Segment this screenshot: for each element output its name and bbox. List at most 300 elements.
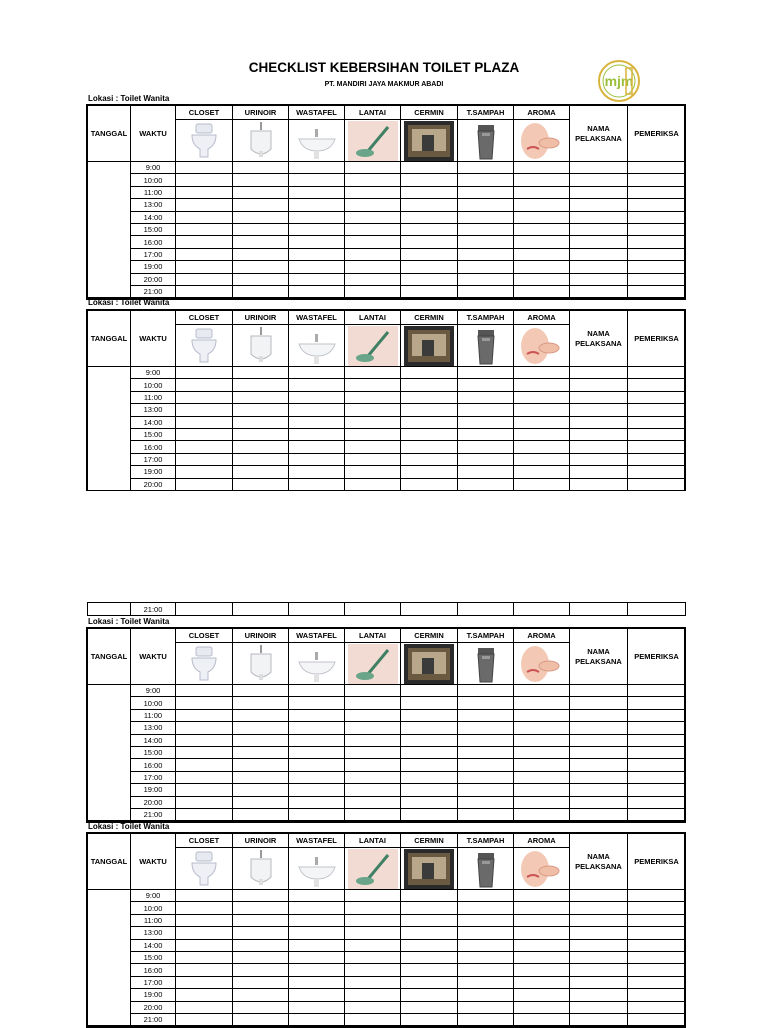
check-cell[interactable]	[233, 466, 289, 478]
check-cell[interactable]	[401, 697, 458, 709]
check-cell[interactable]	[176, 248, 233, 260]
check-cell[interactable]	[628, 248, 686, 260]
check-cell[interactable]	[345, 759, 401, 771]
check-cell[interactable]	[176, 976, 233, 988]
check-cell[interactable]	[289, 709, 345, 721]
check-cell[interactable]	[458, 285, 514, 297]
check-cell[interactable]	[401, 902, 458, 914]
check-cell[interactable]	[233, 248, 289, 260]
check-cell[interactable]	[458, 709, 514, 721]
check-cell[interactable]	[628, 722, 686, 734]
check-cell[interactable]	[458, 162, 514, 174]
check-cell[interactable]	[628, 759, 686, 771]
check-cell[interactable]	[289, 416, 345, 428]
check-cell[interactable]	[458, 273, 514, 285]
check-cell[interactable]	[514, 722, 570, 734]
check-cell[interactable]	[458, 453, 514, 465]
check-cell[interactable]	[233, 478, 289, 490]
check-cell[interactable]	[233, 391, 289, 403]
check-cell[interactable]	[233, 939, 289, 951]
check-cell[interactable]	[176, 902, 233, 914]
check-cell[interactable]	[458, 890, 514, 902]
check-cell[interactable]	[514, 914, 570, 926]
check-cell[interactable]	[514, 927, 570, 939]
check-cell[interactable]	[458, 964, 514, 976]
check-cell[interactable]	[401, 199, 458, 211]
check-cell[interactable]	[345, 989, 401, 1001]
check-cell[interactable]	[345, 379, 401, 391]
check-cell[interactable]	[401, 1001, 458, 1013]
check-cell[interactable]	[401, 734, 458, 746]
check-cell[interactable]	[570, 697, 628, 709]
check-cell[interactable]	[628, 927, 686, 939]
check-cell[interactable]	[570, 927, 628, 939]
check-cell[interactable]	[401, 186, 458, 198]
check-cell[interactable]	[176, 771, 233, 783]
check-cell[interactable]	[345, 404, 401, 416]
check-cell[interactable]	[514, 734, 570, 746]
check-cell[interactable]	[514, 211, 570, 223]
check-cell[interactable]	[458, 976, 514, 988]
check-cell[interactable]	[401, 989, 458, 1001]
check-cell[interactable]	[233, 685, 289, 697]
tanggal-cell[interactable]	[88, 367, 131, 491]
check-cell[interactable]	[401, 285, 458, 297]
check-cell[interactable]	[628, 186, 686, 198]
check-cell[interactable]	[345, 939, 401, 951]
check-cell[interactable]	[176, 478, 233, 490]
check-cell[interactable]	[289, 466, 345, 478]
check-cell[interactable]	[233, 603, 289, 616]
check-cell[interactable]	[345, 685, 401, 697]
check-cell[interactable]	[345, 186, 401, 198]
check-cell[interactable]	[514, 416, 570, 428]
check-cell[interactable]	[514, 379, 570, 391]
check-cell[interactable]	[401, 453, 458, 465]
check-cell[interactable]	[176, 939, 233, 951]
check-cell[interactable]	[345, 890, 401, 902]
check-cell[interactable]	[628, 174, 686, 186]
check-cell[interactable]	[458, 784, 514, 796]
check-cell[interactable]	[570, 914, 628, 926]
check-cell[interactable]	[570, 261, 628, 273]
check-cell[interactable]	[570, 367, 628, 379]
check-cell[interactable]	[345, 162, 401, 174]
check-cell[interactable]	[628, 404, 686, 416]
check-cell[interactable]	[570, 939, 628, 951]
check-cell[interactable]	[514, 697, 570, 709]
check-cell[interactable]	[233, 771, 289, 783]
check-cell[interactable]	[176, 722, 233, 734]
check-cell[interactable]	[345, 771, 401, 783]
check-cell[interactable]	[289, 890, 345, 902]
check-cell[interactable]	[570, 236, 628, 248]
check-cell[interactable]	[176, 808, 233, 820]
check-cell[interactable]	[570, 902, 628, 914]
check-cell[interactable]	[289, 685, 345, 697]
check-cell[interactable]	[176, 709, 233, 721]
check-cell[interactable]	[514, 453, 570, 465]
check-cell[interactable]	[289, 697, 345, 709]
check-cell[interactable]	[233, 211, 289, 223]
check-cell[interactable]	[570, 441, 628, 453]
check-cell[interactable]	[458, 261, 514, 273]
check-cell[interactable]	[628, 391, 686, 403]
check-cell[interactable]	[289, 722, 345, 734]
check-cell[interactable]	[176, 416, 233, 428]
check-cell[interactable]	[176, 927, 233, 939]
check-cell[interactable]	[401, 248, 458, 260]
check-cell[interactable]	[514, 236, 570, 248]
check-cell[interactable]	[628, 771, 686, 783]
check-cell[interactable]	[233, 759, 289, 771]
check-cell[interactable]	[345, 796, 401, 808]
check-cell[interactable]	[628, 976, 686, 988]
check-cell[interactable]	[289, 902, 345, 914]
check-cell[interactable]	[289, 379, 345, 391]
check-cell[interactable]	[628, 914, 686, 926]
check-cell[interactable]	[176, 914, 233, 926]
check-cell[interactable]	[570, 685, 628, 697]
check-cell[interactable]	[345, 223, 401, 235]
check-cell[interactable]	[514, 404, 570, 416]
check-cell[interactable]	[514, 939, 570, 951]
check-cell[interactable]	[570, 709, 628, 721]
check-cell[interactable]	[233, 709, 289, 721]
check-cell[interactable]	[458, 174, 514, 186]
check-cell[interactable]	[458, 236, 514, 248]
check-cell[interactable]	[570, 478, 628, 490]
check-cell[interactable]	[233, 1001, 289, 1013]
check-cell[interactable]	[289, 162, 345, 174]
check-cell[interactable]	[570, 453, 628, 465]
check-cell[interactable]	[628, 199, 686, 211]
check-cell[interactable]	[289, 174, 345, 186]
check-cell[interactable]	[289, 964, 345, 976]
check-cell[interactable]	[401, 466, 458, 478]
check-cell[interactable]	[570, 1001, 628, 1013]
check-cell[interactable]	[233, 989, 289, 1001]
check-cell[interactable]	[401, 603, 458, 616]
check-cell[interactable]	[176, 428, 233, 440]
check-cell[interactable]	[176, 685, 233, 697]
check-cell[interactable]	[345, 453, 401, 465]
check-cell[interactable]	[401, 784, 458, 796]
check-cell[interactable]	[289, 248, 345, 260]
check-cell[interactable]	[176, 379, 233, 391]
check-cell[interactable]	[345, 273, 401, 285]
check-cell[interactable]	[570, 186, 628, 198]
check-cell[interactable]	[233, 404, 289, 416]
check-cell[interactable]	[514, 367, 570, 379]
check-cell[interactable]	[233, 367, 289, 379]
check-cell[interactable]	[570, 951, 628, 963]
check-cell[interactable]	[345, 441, 401, 453]
check-cell[interactable]	[628, 478, 686, 490]
check-cell[interactable]	[233, 223, 289, 235]
check-cell[interactable]	[514, 759, 570, 771]
check-cell[interactable]	[233, 976, 289, 988]
check-cell[interactable]	[458, 796, 514, 808]
check-cell[interactable]	[458, 734, 514, 746]
check-cell[interactable]	[514, 273, 570, 285]
check-cell[interactable]	[233, 285, 289, 297]
check-cell[interactable]	[628, 466, 686, 478]
check-cell[interactable]	[176, 466, 233, 478]
check-cell[interactable]	[345, 199, 401, 211]
check-cell[interactable]	[570, 466, 628, 478]
check-cell[interactable]	[628, 1001, 686, 1013]
check-cell[interactable]	[401, 939, 458, 951]
check-cell[interactable]	[401, 976, 458, 988]
check-cell[interactable]	[628, 746, 686, 758]
check-cell[interactable]	[176, 391, 233, 403]
check-cell[interactable]	[514, 466, 570, 478]
check-cell[interactable]	[628, 890, 686, 902]
check-cell[interactable]	[628, 223, 686, 235]
check-cell[interactable]	[345, 416, 401, 428]
check-cell[interactable]	[233, 416, 289, 428]
check-cell[interactable]	[176, 223, 233, 235]
check-cell[interactable]	[345, 466, 401, 478]
check-cell[interactable]	[289, 261, 345, 273]
check-cell[interactable]	[628, 951, 686, 963]
check-cell[interactable]	[458, 441, 514, 453]
check-cell[interactable]	[345, 927, 401, 939]
check-cell[interactable]	[233, 890, 289, 902]
check-cell[interactable]	[233, 746, 289, 758]
check-cell[interactable]	[345, 914, 401, 926]
check-cell[interactable]	[514, 261, 570, 273]
check-cell[interactable]	[233, 697, 289, 709]
check-cell[interactable]	[458, 771, 514, 783]
check-cell[interactable]	[570, 199, 628, 211]
check-cell[interactable]	[514, 1001, 570, 1013]
check-cell[interactable]	[401, 685, 458, 697]
check-cell[interactable]	[458, 989, 514, 1001]
check-cell[interactable]	[458, 914, 514, 926]
check-cell[interactable]	[628, 162, 686, 174]
check-cell[interactable]	[176, 746, 233, 758]
check-cell[interactable]	[514, 989, 570, 1001]
tanggal-cell[interactable]	[88, 603, 131, 616]
check-cell[interactable]	[345, 236, 401, 248]
check-cell[interactable]	[289, 211, 345, 223]
check-cell[interactable]	[289, 404, 345, 416]
check-cell[interactable]	[570, 722, 628, 734]
check-cell[interactable]	[289, 223, 345, 235]
check-cell[interactable]	[401, 709, 458, 721]
check-cell[interactable]	[570, 746, 628, 758]
check-cell[interactable]	[514, 162, 570, 174]
check-cell[interactable]	[233, 722, 289, 734]
check-cell[interactable]	[401, 964, 458, 976]
check-cell[interactable]	[233, 379, 289, 391]
check-cell[interactable]	[458, 223, 514, 235]
check-cell[interactable]	[628, 211, 686, 223]
check-cell[interactable]	[345, 784, 401, 796]
check-cell[interactable]	[628, 796, 686, 808]
check-cell[interactable]	[233, 784, 289, 796]
check-cell[interactable]	[514, 976, 570, 988]
check-cell[interactable]	[628, 236, 686, 248]
check-cell[interactable]	[570, 162, 628, 174]
check-cell[interactable]	[289, 236, 345, 248]
check-cell[interactable]	[514, 603, 570, 616]
check-cell[interactable]	[458, 697, 514, 709]
check-cell[interactable]	[401, 441, 458, 453]
check-cell[interactable]	[514, 478, 570, 490]
check-cell[interactable]	[401, 261, 458, 273]
check-cell[interactable]	[176, 404, 233, 416]
check-cell[interactable]	[514, 771, 570, 783]
check-cell[interactable]	[570, 174, 628, 186]
check-cell[interactable]	[628, 367, 686, 379]
check-cell[interactable]	[570, 428, 628, 440]
check-cell[interactable]	[345, 697, 401, 709]
check-cell[interactable]	[176, 273, 233, 285]
check-cell[interactable]	[458, 603, 514, 616]
check-cell[interactable]	[345, 722, 401, 734]
check-cell[interactable]	[401, 162, 458, 174]
check-cell[interactable]	[514, 709, 570, 721]
check-cell[interactable]	[233, 902, 289, 914]
check-cell[interactable]	[289, 771, 345, 783]
check-cell[interactable]	[345, 261, 401, 273]
check-cell[interactable]	[345, 478, 401, 490]
check-cell[interactable]	[570, 223, 628, 235]
check-cell[interactable]	[345, 902, 401, 914]
check-cell[interactable]	[514, 223, 570, 235]
check-cell[interactable]	[401, 808, 458, 820]
check-cell[interactable]	[345, 211, 401, 223]
check-cell[interactable]	[401, 771, 458, 783]
check-cell[interactable]	[345, 709, 401, 721]
check-cell[interactable]	[628, 939, 686, 951]
check-cell[interactable]	[570, 391, 628, 403]
check-cell[interactable]	[514, 186, 570, 198]
check-cell[interactable]	[570, 273, 628, 285]
check-cell[interactable]	[345, 746, 401, 758]
check-cell[interactable]	[628, 685, 686, 697]
check-cell[interactable]	[401, 416, 458, 428]
check-cell[interactable]	[233, 734, 289, 746]
check-cell[interactable]	[289, 927, 345, 939]
check-cell[interactable]	[345, 951, 401, 963]
check-cell[interactable]	[570, 379, 628, 391]
check-cell[interactable]	[514, 428, 570, 440]
check-cell[interactable]	[458, 1001, 514, 1013]
check-cell[interactable]	[458, 685, 514, 697]
check-cell[interactable]	[401, 379, 458, 391]
check-cell[interactable]	[570, 285, 628, 297]
check-cell[interactable]	[289, 1001, 345, 1013]
check-cell[interactable]	[233, 428, 289, 440]
check-cell[interactable]	[176, 989, 233, 1001]
check-cell[interactable]	[570, 784, 628, 796]
check-cell[interactable]	[514, 248, 570, 260]
check-cell[interactable]	[401, 890, 458, 902]
check-cell[interactable]	[345, 964, 401, 976]
check-cell[interactable]	[628, 428, 686, 440]
check-cell[interactable]	[345, 367, 401, 379]
check-cell[interactable]	[458, 199, 514, 211]
check-cell[interactable]	[628, 784, 686, 796]
check-cell[interactable]	[514, 890, 570, 902]
check-cell[interactable]	[176, 174, 233, 186]
check-cell[interactable]	[401, 273, 458, 285]
check-cell[interactable]	[401, 367, 458, 379]
check-cell[interactable]	[233, 441, 289, 453]
check-cell[interactable]	[628, 808, 686, 820]
check-cell[interactable]	[628, 989, 686, 1001]
check-cell[interactable]	[570, 890, 628, 902]
check-cell[interactable]	[401, 746, 458, 758]
check-cell[interactable]	[289, 989, 345, 1001]
check-cell[interactable]	[345, 285, 401, 297]
check-cell[interactable]	[233, 199, 289, 211]
check-cell[interactable]	[289, 808, 345, 820]
check-cell[interactable]	[289, 759, 345, 771]
check-cell[interactable]	[401, 478, 458, 490]
check-cell[interactable]	[570, 211, 628, 223]
check-cell[interactable]	[570, 771, 628, 783]
check-cell[interactable]	[176, 603, 233, 616]
check-cell[interactable]	[458, 367, 514, 379]
check-cell[interactable]	[401, 951, 458, 963]
check-cell[interactable]	[176, 236, 233, 248]
check-cell[interactable]	[514, 784, 570, 796]
check-cell[interactable]	[289, 796, 345, 808]
check-cell[interactable]	[233, 964, 289, 976]
check-cell[interactable]	[628, 709, 686, 721]
check-cell[interactable]	[401, 796, 458, 808]
check-cell[interactable]	[514, 285, 570, 297]
check-cell[interactable]	[458, 248, 514, 260]
check-cell[interactable]	[345, 248, 401, 260]
check-cell[interactable]	[458, 722, 514, 734]
check-cell[interactable]	[514, 746, 570, 758]
check-cell[interactable]	[176, 186, 233, 198]
check-cell[interactable]	[458, 927, 514, 939]
check-cell[interactable]	[289, 441, 345, 453]
check-cell[interactable]	[176, 211, 233, 223]
check-cell[interactable]	[176, 285, 233, 297]
check-cell[interactable]	[628, 416, 686, 428]
check-cell[interactable]	[289, 784, 345, 796]
check-cell[interactable]	[628, 964, 686, 976]
check-cell[interactable]	[514, 796, 570, 808]
check-cell[interactable]	[628, 734, 686, 746]
check-cell[interactable]	[628, 697, 686, 709]
check-cell[interactable]	[401, 211, 458, 223]
check-cell[interactable]	[233, 174, 289, 186]
check-cell[interactable]	[570, 734, 628, 746]
check-cell[interactable]	[514, 951, 570, 963]
check-cell[interactable]	[458, 391, 514, 403]
check-cell[interactable]	[514, 174, 570, 186]
tanggal-cell[interactable]	[88, 890, 131, 1026]
check-cell[interactable]	[289, 478, 345, 490]
check-cell[interactable]	[570, 808, 628, 820]
check-cell[interactable]	[233, 162, 289, 174]
check-cell[interactable]	[233, 927, 289, 939]
check-cell[interactable]	[570, 404, 628, 416]
check-cell[interactable]	[401, 404, 458, 416]
check-cell[interactable]	[289, 914, 345, 926]
check-cell[interactable]	[458, 902, 514, 914]
check-cell[interactable]	[176, 367, 233, 379]
